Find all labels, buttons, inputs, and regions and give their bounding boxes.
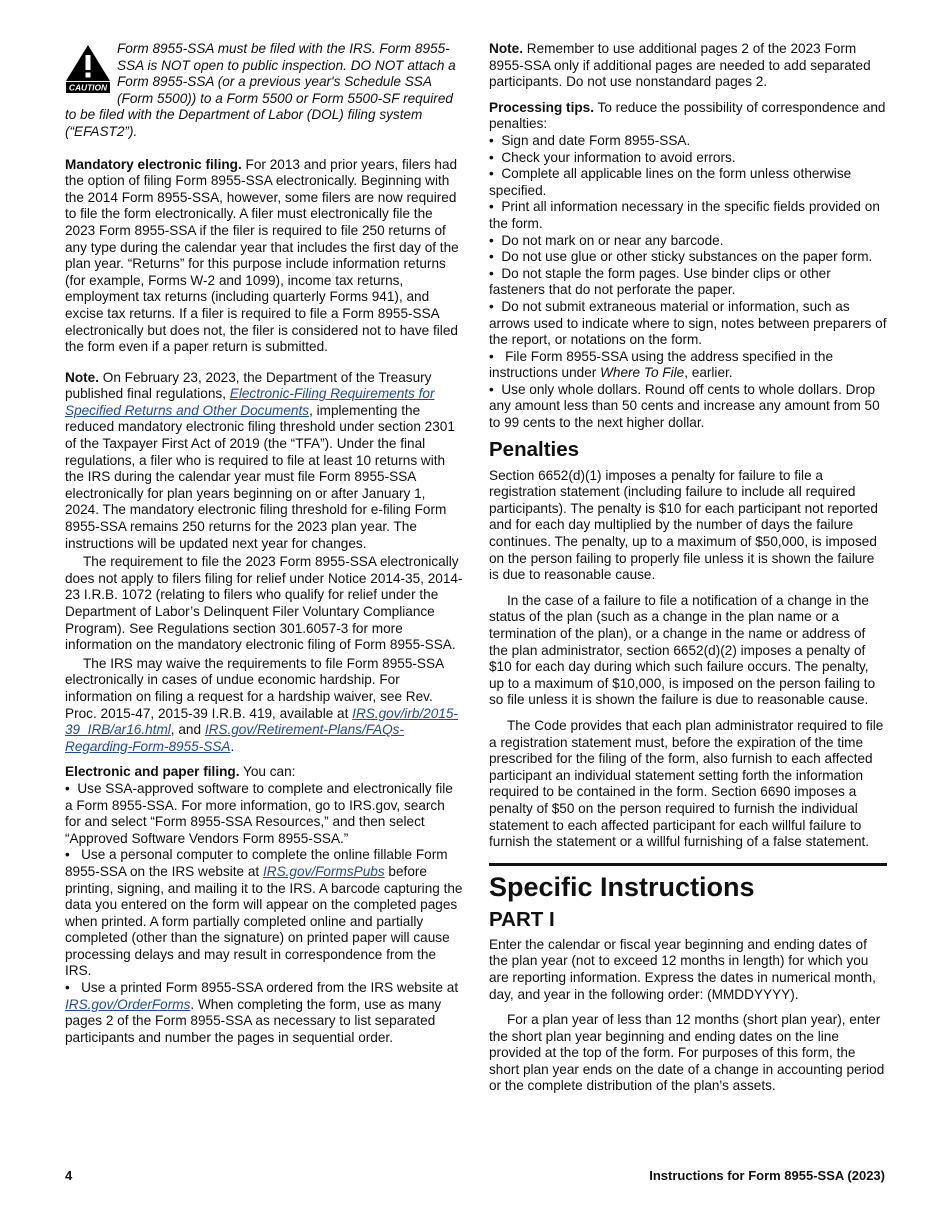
mandatory-filing-paragraph [65, 157, 463, 356]
part-i-heading: PART I [489, 907, 555, 931]
list-item [489, 349, 887, 382]
processing-tips-text: To reduce the possibility of correspondence and penalties: [489, 99, 886, 132]
list-item: • Do not mark on or near any barcode. [489, 233, 887, 250]
list-item: • Complete all applicable lines on the form unless otherwise specified. [489, 166, 887, 199]
list-item [65, 980, 463, 1046]
note-regulations-paragraph [65, 370, 463, 553]
list-item-text: File Form 8955-SSA using the address specified in the instructions under [489, 348, 834, 381]
caution-label: CAUTION [68, 82, 108, 93]
right-column [489, 41, 887, 1104]
order-forms-link[interactable]: IRS.gov/OrderForms [65, 996, 191, 1012]
penalties-paragraph-1: Section 6652(d)(1) imposes a penalty for failure to file a registration statement (including failure to include all required participants). The penalty is $10 for each participant not reported and for each day multiplied by the number of days the failure continues. The penalty, up to a maximum of $50,000, is imposed on the person failing to properly file unless it is shown the failure is due to reasonable cause. [489, 467, 878, 583]
specific-instructions-heading: Specific Instructions [489, 871, 755, 902]
left-column [65, 41, 463, 1046]
e-filing-regulations-link[interactable]: Electronic-Filing Requirements for Specified Returns and Other Documents [65, 386, 435, 418]
part-i-paragraph-2: For a plan year of less than 12 months (short plan year), enter the short plan year beginning and ending dates on the line provided at the top of the form. For purposes of this form, the short plan year ends on the date of a change in accounting period or the complete distribution of the plan's assets. [489, 1012, 885, 1094]
waiver-text: The IRS may waive the requirements to file Form 8955-SSA electronically in cases of undue economic hardship. For information on filing a request for a hardship waiver, see Rev. Proc. 2015-47, 2015-39 I.R.B. 419, available at [65, 655, 444, 721]
waiver-text-and: , and [170, 722, 202, 738]
note-label: Note. [489, 41, 523, 56]
note-text: On February 23, 2023, the Department of the Treasury published final regulations, [65, 369, 432, 402]
list-item: • Check your information to avoid errors. [489, 150, 887, 167]
list-item: • Do not staple the form pages. Use binder clips or other fasteners that do not perforate the paper. [489, 266, 887, 299]
caution-icon [65, 43, 111, 93]
processing-tips-heading: Processing tips. [489, 99, 595, 115]
note-text-continued: , implementing the reduced mandatory electronic filing threshold under section 2301 of the Taxpayer First Act of 2019 (the “TFA”). Under the final regulations, a filer who is required to file at least 10 returns with the IRS during the calendar year must file Form 8955-SSA electronically for plan years beginning on or after January 1, 2024. The mandatory electronic filing threshold for e-filing Form 8955-SSA remains 250 returns for the 2023 plan year. The instructions will be updated next year for changes. [65, 402, 455, 551]
caution-text: Form 8955-SSA must be filed with the IRS. Form 8955-SSA is NOT open to public inspection. DO NOT attach a Form 8955-SSA (or a previous year's Schedule SSA (Form 5500)) to a Form 5500 or Form 5500-SF required to be filed with the Department of Labor (DOL) filing system (“EFAST2”). [65, 41, 456, 139]
list-item: • Do not use glue or other sticky substances on the paper form. [489, 249, 887, 266]
faq-link[interactable]: IRS.gov/Retirement-Plans/FAQs-Regarding-Form-8955-SSA [65, 722, 404, 754]
electronic-paper-heading: Electronic and paper filing. [65, 764, 240, 780]
waiver-text-end: . [230, 738, 235, 754]
penalties-heading: Penalties [489, 437, 580, 461]
forms-pubs-link[interactable]: IRS.gov/FormsPubs [263, 863, 385, 879]
page-number: 4 [65, 1168, 73, 1183]
list-item [65, 847, 463, 980]
list-item-text: before printing, signing, and mailing it to the IRS. A barcode capturing the data you entered on the form will appear on the completed pages when printed. A form partially completed online and partially completed (other than the signature) on printed paper will cause processing delays and may result in correspondence from the IRS. [65, 863, 463, 979]
footer-title: Instructions for Form 8955-SSA (2023) [649, 1168, 885, 1183]
list-item-text: Use a personal computer to complete the online fillable Form 8955-SSA on the IRS website at [65, 847, 448, 879]
caution-block [65, 41, 463, 141]
section-divider [489, 863, 887, 866]
note-label: Note. [65, 369, 99, 385]
list-item-text: . When completing the form, use as many pages 2 of the Form 8955-SSA as necessary to list separated participants and number the pages in sequential order. [65, 996, 442, 1045]
penalties-paragraph-2: In the case of a failure to file a notification of a change in the status of the plan (such as a change in the plan name or a termination of the plan), or a change in the name or address of the plan administrator, section 6652(d)(2) imposes a penalty of $10 for each day during which such failure occurs. The penalty, up to a maximum of $10,000, is imposed on the person failing to so file unless it is shown the failure is due to reasonable cause. [489, 592, 876, 708]
list-item: • Print all information necessary in the specific fields provided on the form. [489, 199, 887, 232]
requirement-paragraph: The requirement to file the 2023 Form 8955-SSA electronically does not apply to filers filing for relief under Notice 2014-35, 2014-23 I.R.B. 1072 (relating to filers who qualify for relief under the Department of Labor’s Delinquent Filer Voluntary Compliance Program). See Regulations section 301.6057-3 for more information on the mandatory electronic filing of Form 8955-SSA. [65, 554, 463, 653]
note-additional-pages [489, 41, 887, 91]
mandatory-filing-text: For 2013 and prior years, filers had the option of filing Form 8955-SSA electronically. Beginning with the 2014 Form 8955-SSA, however, some filers are now required to file the form electronically. A filer must electronically file the 2023 Form 8955-SSA if the filer is required to file 250 returns of any type during the calendar year that includes the first day of the plan year. “Returns” for this purpose include information returns (for example, Forms W-2 and 1099), income tax returns, employment tax returns (including quarterly Forms 941), and excise tax returns. If a filer is required to file a Form 8955-SSA electronically but does not, the filer is considered not to have filed the form even if a paper return is submitted. [65, 156, 459, 355]
list-item-text: , earlier. [684, 365, 733, 381]
list-item: • Use only whole dollars. Round off cents to whole dollars. Drop any amount less than 50 cents and increase any amount from 50 to 99 cents to the next higher dollar. [489, 382, 887, 432]
where-to-file-reference: Where To File [600, 365, 685, 381]
mandatory-filing-heading: Mandatory electronic filing. [65, 156, 242, 172]
list-item: • Sign and date Form 8955-SSA. [489, 133, 887, 150]
list-item: • Use SSA-approved software to complete and electronically file a Form 8955-SSA. For more information, go to IRS.gov, search for and select “Form 8955-SSA Resources,” and then select “Approved Software Vendors Form 8955-SSA.” [65, 781, 463, 847]
list-item-text: Use a printed Form 8955-SSA ordered from the IRS website at [81, 980, 459, 996]
penalties-paragraph-3: The Code provides that each plan administrator required to file a registration statement must, before the expiration of the time prescribed for the filing of the form, also furnish to each affected participant an individual statement setting forth the information required to be contained in the form. Section 6690 imposes a penalty of $50 on the person required to furnish the individual statement to each affected participant for each willful failure to furnish the statement or a willful furnishing of a false statement. [489, 717, 884, 850]
waiver-paragraph [65, 656, 463, 756]
note-text: Remember to use additional pages 2 of the 2023 Form 8955-SSA only if additional pages are needed to add separated participants. Do not use nonstandard pages 2. [489, 41, 871, 90]
list-item: • Do not submit extraneous material or information, such as arrows used to indicate where to sign, notes between preparers of the report, or notations on the form. [489, 299, 887, 349]
processing-tips-intro [489, 100, 887, 133]
electronic-paper-intro: You can: [243, 764, 296, 780]
electronic-paper-heading-line [65, 764, 463, 781]
irb-link[interactable]: IRS.gov/irb/2015-39_IRB/ar16.html [65, 705, 458, 738]
part-i-paragraph-1: Enter the calendar or fiscal year beginning and ending dates of the plan year (not to exceed 12 months in length) for which you are reporting information. Express the dates in numerical month, day, and year in the following order: (MMDDYYYY). [489, 936, 876, 1002]
